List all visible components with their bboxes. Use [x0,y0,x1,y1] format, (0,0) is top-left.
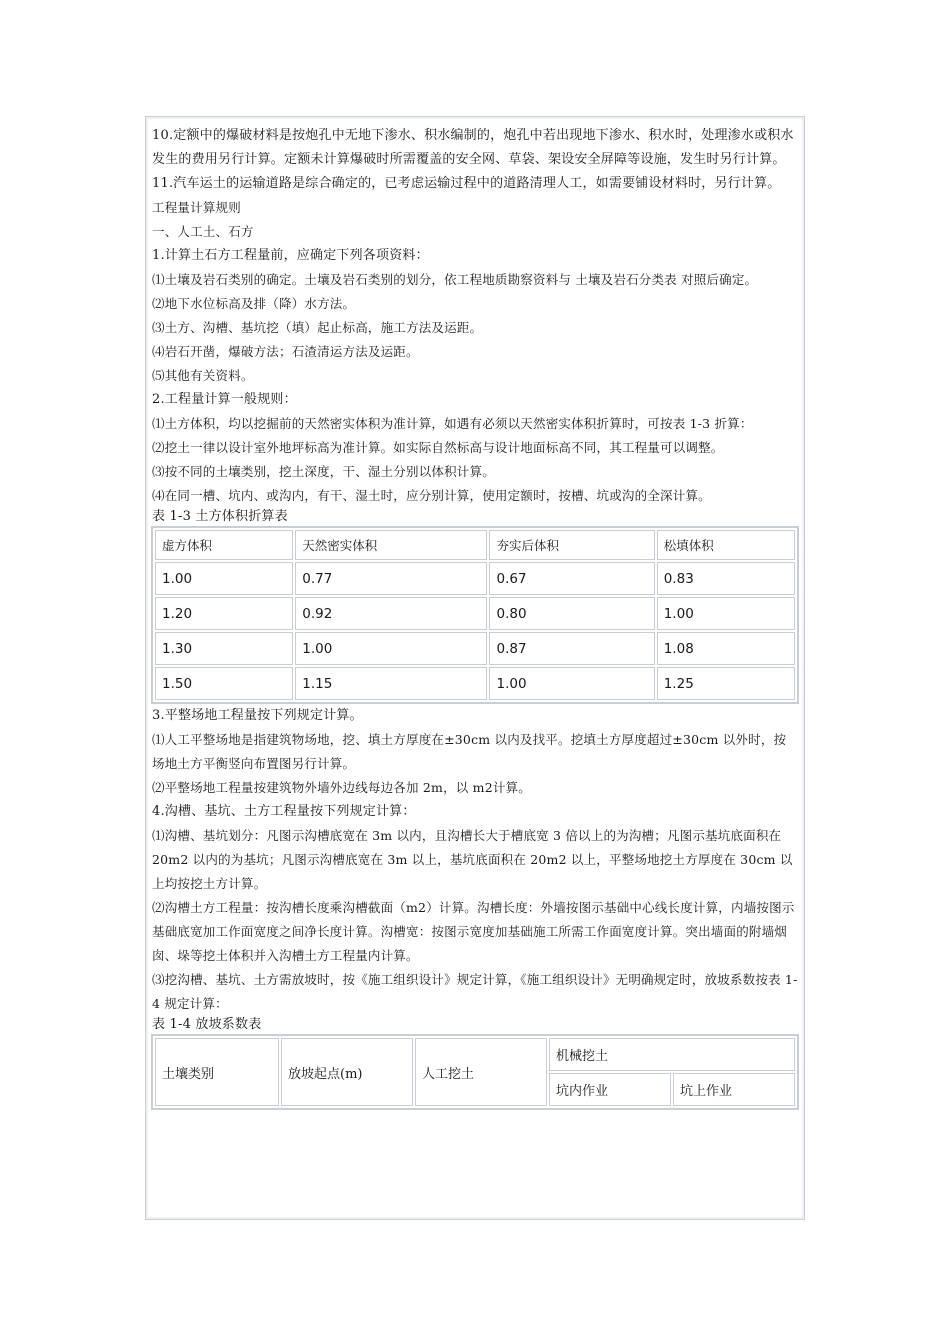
rule-3-heading: 3.平整场地工程量按下列规定计算。 [152,708,363,723]
header-cell: 放坡起点(m) [281,1038,413,1106]
rule-4-item-1: ⑴沟槽、基坑划分：凡图示沟槽底宽在 3m 以内，且沟槽长大于槽底宽 3 倍以上的为沟槽；凡图示基坑底面积在 20m2 以内的为基坑；凡图示沟槽底宽在 3m 以上，基坑底面积在 20m2 以上，平整场地挖土方厚度在 30cm 以上均按挖土方计算。 [152,828,793,891]
rule-1-item-2: ⑵地下水位标高及排（降）水方法。 [152,296,356,311]
header-cell: 坑内作业 [549,1073,671,1106]
table-header-row [155,1038,795,1071]
header-cell: 虚方体积 [155,530,293,560]
table-cell: 1.15 [295,667,487,700]
table-cell: 1.00 [657,597,795,630]
header-cell: 夯实后体积 [489,530,654,560]
rule-2-heading: 2.工程量计算一般规则： [152,392,297,407]
subsection-heading: 一、人工土、石方 [152,224,254,239]
header-cell: 坑上作业 [673,1073,795,1106]
rule-1-item-4: ⑷岩石开凿，爆破方法；石渣清运方法及运距。 [152,344,419,359]
rule-1-item-5: ⑸其他有关资料。 [152,368,254,383]
header-cell: 人工挖土 [415,1038,547,1106]
table-cell: 0.67 [489,562,654,595]
table-cell: 1.00 [489,667,654,700]
header-cell: 机械挖土 [549,1038,795,1071]
rule-4-item-2: ⑵沟槽土方工程量：按沟槽长度乘沟槽截面（m2）计算。沟槽长度：外墙按图示基础中心线长度计算，内墙按图示基础底宽加工作面宽度之间净长度计算。沟槽宽：按图示宽度加基础施工所需工作面宽度计算。突出墙面的附墙烟囱、垛等挖土体积并入沟槽土方工程量内计算。 [152,900,795,963]
rule-1-item-1: ⑴土壤及岩石类别的确定。土壤及岩石类别的划分，依工程地质勘察资料与 土壤及岩石分类表 对照后确定。 [152,272,758,287]
header-cell: 土壤类别 [155,1038,279,1106]
table-cell: 1.50 [155,667,293,700]
paragraph-10: 10.定额中的爆破材料是按炮孔中无地下渗水、积水编制的，炮孔中若出现地下渗水、积水时，处理渗水或积水发生的费用另行计算。定额未计算爆破时所需覆盖的安全网、草袋、架设安全屏障等设施，发生时另行计算。 [152,128,794,167]
table-cell: 0.80 [489,597,654,630]
table-cell: 1.00 [155,562,293,595]
table-1-4 [151,1034,799,1110]
table-row [155,667,795,700]
table-cell: 1.20 [155,597,293,630]
table-cell: 1.30 [155,632,293,665]
table-cell: 1.08 [657,632,795,665]
rule-3-item-2: ⑵平整场地工程量按建筑物外墙外边线每边各加 2m，以 m2计算。 [152,780,531,795]
table-row [155,562,795,595]
paragraph-11: 11.汽车运土的运输道路是综合确定的，已考虑运输过程中的道路清理人工，如需要铺设材料时，另行计算。 [152,176,781,191]
rule-2-item-2: ⑵挖土一律以设计室外地坪标高为准计算。如实际自然标高与设计地面标高不同，其工程量可以调整。 [152,440,724,455]
rule-2-item-3: ⑶按不同的土壤类别，挖土深度，干、湿土分别以体积计算。 [152,464,495,479]
rule-1-item-3: ⑶土方、沟槽、基坑挖（填）起止标高，施工方法及运距。 [152,320,483,335]
header-cell: 松填体积 [657,530,795,560]
table-1-3-caption: 表 1-3 土方体积折算表 [152,509,288,524]
table-row [155,597,795,630]
rule-4-item-3: ⑶挖沟槽、基坑、土方需放坡时，按《施工组织设计》规定计算，《施工组织设计》无明确规定时，放坡系数按表 1-4 规定计算： [152,972,798,1011]
table-cell: 0.77 [295,562,487,595]
table-1-4-caption: 表 1-4 放坡系数表 [152,1017,262,1032]
table-cell: 1.00 [295,632,487,665]
document-body [152,124,798,1110]
table-row [155,632,795,665]
rule-1-heading: 1.计算土石方工程量前，应确定下列各项资料： [152,248,429,263]
table-cell: 0.83 [657,562,795,595]
rule-3-item-1: ⑴人工平整场地是指建筑物场地，挖、填土方厚度在±30cm 以内及找平。挖填土方厚度超过±30cm 以外时，按场地土方平衡竖向布置图另行计算。 [152,732,787,771]
table-1-3 [151,526,799,704]
rule-2-item-4: ⑷在同一槽、坑内、或沟内，有干、湿土时，应分别计算，使用定额时，按槽、坑或沟的全深计算。 [152,488,711,503]
rule-2-item-1: ⑴土方体积，均以挖掘前的天然密实体积为准计算，如遇有必须以天然密实体积折算时，可按表 1-3 折算： [152,416,753,431]
table-header-row [155,530,795,560]
table-cell: 0.87 [489,632,654,665]
table-cell: 0.92 [295,597,487,630]
header-cell: 天然密实体积 [295,530,487,560]
rule-4-heading: 4.沟槽、基坑、土方工程量按下列规定计算： [152,804,416,819]
section-heading: 工程量计算规则 [152,200,241,215]
table-cell: 1.25 [657,667,795,700]
